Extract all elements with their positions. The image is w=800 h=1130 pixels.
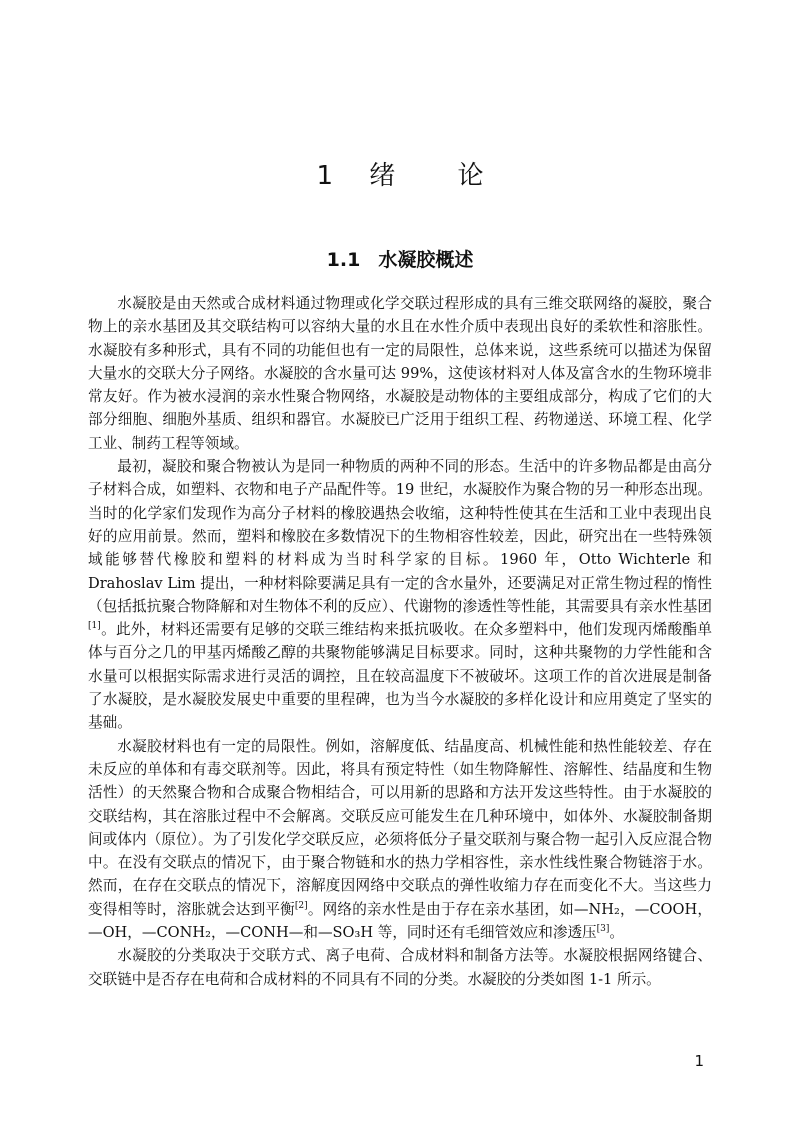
paragraph-2 <box>88 455 712 735</box>
page-number: 1 <box>694 1052 704 1070</box>
paragraph-4 <box>88 944 712 991</box>
chapter-title-part1: 绪 <box>369 161 396 191</box>
paragraph-2-text-a: 最初，凝胶和聚合物被认为是同一种物质的两种不同的形态。生活中的许多物品都是由高分子材料合成，如塑料、衣物和电子产品配件等。19 世纪，水凝胶作为聚合物的另一种形态出现。当时的化学家们发现作为高分子材料的橡胶遇热会收缩，这种特性使其在生活和工业中表现出良好的应用前景。然而，塑料和橡胶在多数情况下的生物相容性较差，因此，研究出在一些特殊领域能够替代橡胶和塑料的材料成为当时科学家的目标。1960 年，Otto Wichterle 和 Drahoslav Lim 提出，一种材料除要满足具有一定的含水量外，还要满足对正常生物过程的惰性（包括抵抗聚合物降解和对生物体不利的反应）、代谢物的渗透性等性能，其需要具有亲水性基团 <box>88 458 712 615</box>
section-title <box>0 245 800 272</box>
citation-3: [3] <box>596 924 610 935</box>
paragraph-3 <box>88 735 712 945</box>
citation-1: [1] <box>88 621 101 632</box>
chapter-title-part2: 论 <box>457 161 484 191</box>
paragraph-1 <box>88 292 712 455</box>
paragraph-3-text-a: 水凝胶材料也有一定的局限性。例如，溶解度低、结晶度高、机械性能和热性能较差、存在未反应的单体和有毒交联剂等。因此，将具有预定特性（如生物降解性、溶解性、结晶度和生物活性）的天然聚合物和合成聚合物相结合，可以用新的思路和方法开发这些特性。由于水凝胶的交联结构，其在溶胀过程中不会解离。交联反应可能发生在几种环境中，如体外、水凝胶制备期间或体内（原位）。为了引发化学交联反应，必须将低分子量交联剂与聚合物一起引入反应混合物中。在没有交联点的情况下，由于聚合物链和水的热力学相容性，亲水性线性聚合物链溶于水。然而，在存在交联点的情况下，溶解度因网络中交联点的弹性收缩力存在而变化不大。当这些力变得相等时，溶胀就会达到平衡 <box>88 737 712 918</box>
citation-2: [2] <box>294 900 308 911</box>
chapter-title <box>0 155 800 192</box>
paragraph-3-text-c: 。 <box>609 924 624 942</box>
paragraph-2-text-b: 。此外，材料还需要有足够的交联三维结构来抵抗吸收。在众多塑料中，他们发现丙烯酸酯单体与百分之几的甲基丙烯酸乙醇的共聚物能够满足目标要求。同时，这种共聚物的力学性能和含水量可以根据实际需求进行灵活的调控，且在较高温度下不被破坏。这项工作的首次进展是制备了水凝胶，是水凝胶发展史中重要的里程碑，也为当今水凝胶的多样化设计和应用奠定了坚实的基础。 <box>88 621 712 732</box>
paragraph-1-text: 水凝胶是由天然或合成材料通过物理或化学交联过程形成的具有三维交联网络的凝胶，聚合物上的亲水基团及其交联结构可以容纳大量的水且在水性介质中表现出良好的柔软性和溶胀性。水凝胶有多种形式，具有不同的功能但也有一定的局限性，总体来说，这些系统可以描述为保留大量水的交联大分子网络。水凝胶的含水量可达 99%，这使该材料对人体及富含水的生物环境非常友好。作为被水浸润的亲水性聚合物网络，水凝胶是动物体的主要组成部分，构成了它们的大部分细胞、细胞外基质、组织和器官。水凝胶已广泛用于组织工程、药物递送、环境工程、化学工业、制药工程等领域。 <box>88 295 712 452</box>
body-text <box>88 292 712 991</box>
paragraph-3-text-b: 。网络的亲水性是由于存在亲水基团，如—NH₂，—COOH，—OH，—CONH₂，—CONH—和—SO₃H 等，同时还有毛细管效应和渗透压 <box>88 900 712 942</box>
chapter-number: 1 <box>316 161 333 191</box>
paragraph-4-text: 水凝胶的分类取决于交联方式、离子电荷、合成材料和制备方法等。水凝胶根据网络键合、交联链中是否存在电荷和合成材料的不同具有不同的分类。水凝胶的分类如图 1-1 所示。 <box>88 947 712 988</box>
section-number: 1.1 <box>326 249 361 271</box>
section-title-text: 水凝胶概述 <box>378 249 474 271</box>
